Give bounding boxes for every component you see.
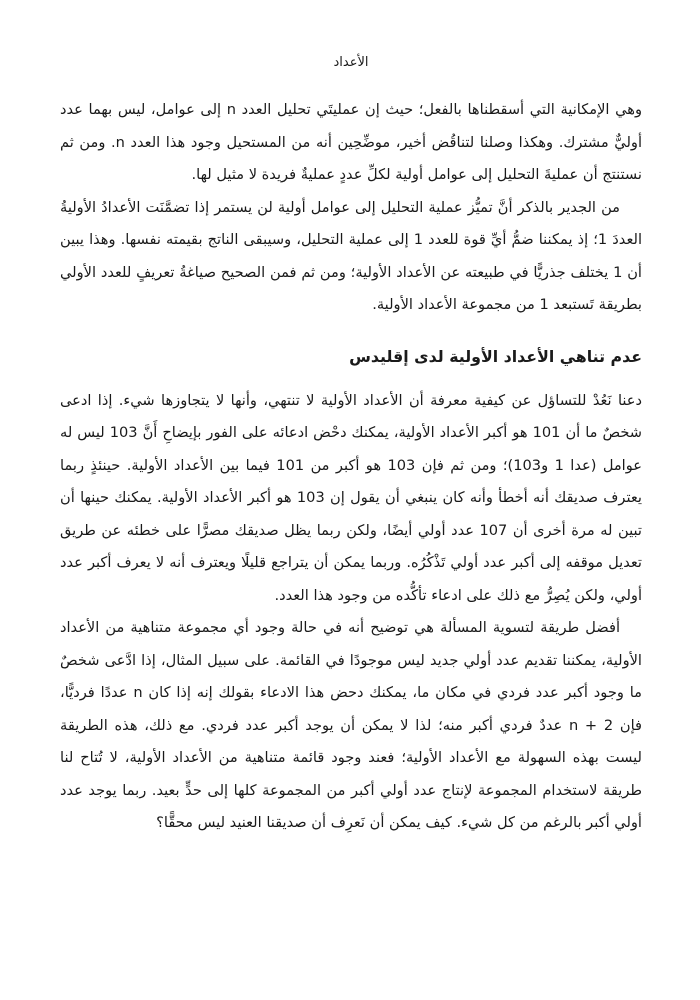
paragraph: دعنا نَعُدْ للتساؤل عن كيفية معرفة أن الأعداد الأولية لا تنتهي، وأنها لا يتجاوزها شيء. إذا ادعى شخصٌ ما أن 101 هو أكبر الأعداد الأولية، يمكنك دحْض ادعائه على الفور بإيضاحِ أَنَّ 103 ليس له عوامل (عدا 1 و103)؛ ومن ثم فإن 103 هو أكبر من 101 فيما بين الأعداد الأولية. حينئذٍ ربما يعترف صديقك أنه أخطأ وأنه كان ينبغي أن يقول إن 103 هو أكبر الأعداد الأولية. يمكنك حينها أن تبين له مرة أخرى أن 107 عدد أولي أيضًا، ولكن ربما يظل صديقك مصرًّا على خطئه عن طريق تعديل موقفه إلى أكبر عدد أولي تَذْكُرُه. وربما يمكن أن يتراجع قليلًا ويعترف أنه لا يعرف أكبر عدد أولي، ولكن يُصِرُّ مع ذلك على ادعاء تأكُّده من وجود هذا العدد.: [60, 391, 642, 604]
section-heading: عدم تناهي الأعداد الأولية لدى إقليدس: [349, 346, 642, 366]
paragraph: وهي الإمكانية التي أسقطناها بالفعل؛ حيث إن عمليتَي تحليل العدد n إلى عوامل، ليس بهما عدد أوليٌّ مشترك. وهكذا وصلنا لتناقُض أخير، موضِّحِين أنه من المستحيل وجود هذا العدد n. ومن ثم نستنتج أن عمليةَ التحليل إلى عوامل أولية لكلِّ عددٍ عمليةٌ فريدة لا مثيل لها.: [60, 101, 642, 183]
running-header: الأعداد: [333, 55, 369, 70]
paragraph: من الجدير بالذكر أنَّ تميُّز عملية التحليل إلى عوامل أولية لن يستمر إذا تضمَّنَت الأعدادُ الأوليةُ العددَ 1؛ إذ يمكننا ضمُّ أيِّ قوة للعدد 1 إلى عملية التحليل، وسيبقى الناتج بقيمته نفسها. وهذا يبين أن 1 يختلف جذريًّا في طبيعته عن الأعداد الأولية؛ ومن ثم فمن الصحيح صياغةُ تعريفٍ للعدد الأولي بطريقة تَستبعد 1 من مجموعة الأعداد الأولية.: [60, 198, 642, 313]
paragraph: أفضل طريقة لتسوية المسألة هي توضيح أنه في حالة وجود أي مجموعة متناهية من الأعداد الأولية، يمكننا تقديم عدد أولي جديد ليس موجودًا في القائمة. على سبيل المثال، إذا ادَّعى شخصٌ ما وجود أكبر عدد فردي في مكان ما، يمكنك دحض هذا الادعاء بقولك إنه إذا كان n عددًا فرديًّا، فإن n + 2 عددٌ فردي أكبر منه؛ لذا لا يمكن أن يوجد أكبر عدد فردي. مع ذلك، هذه الطريقة ليست بهذه السهولة مع الأعداد الأولية؛ فعند وجود قائمة متناهية من الأعداد الأولية، لا تُتاح لنا طريقة لاستخدام المجموعة لإنتاج عدد أولي أكبر من المجموعة كلها إلى حدٍّ بعيد. ربما يوجد عدد أولي أكبر بالرغم من كل شيء. كيف يمكن أن نَعرِف أن صديقنا العنيد ليس محقًّا؟: [60, 619, 643, 831]
